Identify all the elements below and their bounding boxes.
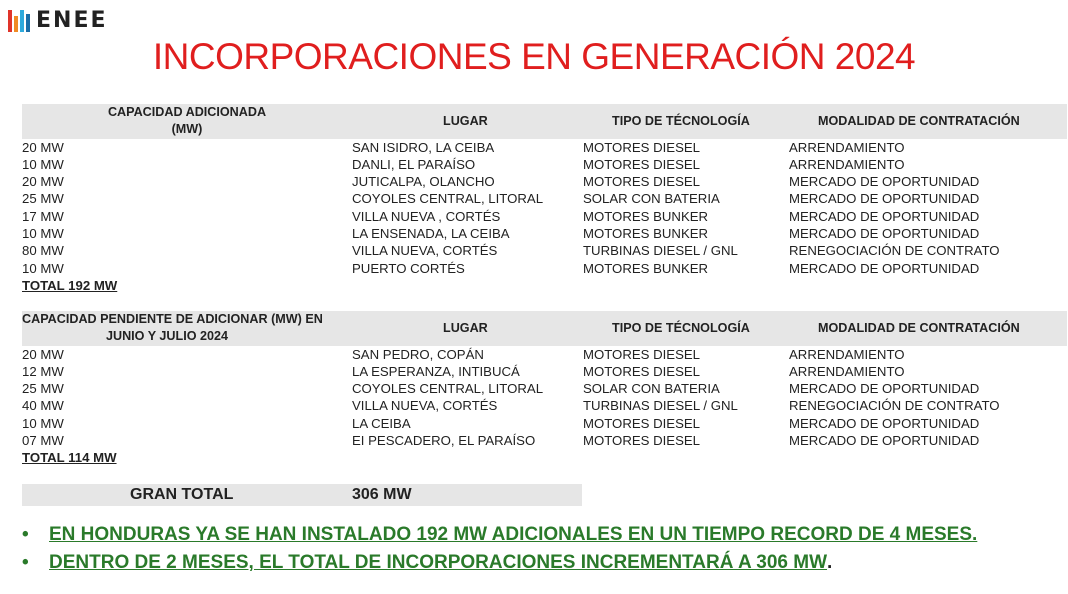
cell-place: LA ENSENADA, LA CEIBA <box>352 226 510 242</box>
cell-technology: MOTORES DIESEL <box>583 415 701 431</box>
table-row <box>22 225 1067 242</box>
cell-capacity: 25 MW <box>22 381 64 397</box>
cell-contract-mode: MERCADO DE OPORTUNIDAD <box>789 260 980 276</box>
cell-technology: SOLAR CON BATERIA <box>583 191 720 207</box>
cell-capacity: 10 MW <box>22 226 64 242</box>
bullet-icon: • <box>22 524 29 545</box>
grand-total-value: 306 MW <box>352 486 412 503</box>
pending-capacity-table <box>22 311 1067 467</box>
header-place: LUGAR <box>352 311 583 346</box>
enee-logo-mark-icon <box>8 10 30 32</box>
cell-technology: TURBINAS DIESEL / GNL <box>583 243 738 259</box>
header-capacity <box>22 311 352 346</box>
bullet-icon: • <box>22 552 29 573</box>
note-text: EN HONDURAS YA SE HAN INSTALADO 192 MW ADICIONALES EN UN TIEMPO RECORD DE 4 MESES. <box>49 524 978 545</box>
total-row <box>22 277 1067 294</box>
cell-contract-mode: ARRENDAMIENTO <box>789 156 905 172</box>
header-technology: TIPO DE TÉCNOLOGÍA <box>583 104 789 139</box>
cell-contract-mode: ARRENDAMIENTO <box>789 139 905 155</box>
header-technology: TIPO DE TÉCNOLOGÍA <box>583 311 789 346</box>
note-item <box>22 521 977 549</box>
header-place: LUGAR <box>352 104 583 139</box>
logo-text: ENEE <box>36 8 108 33</box>
note-period: . <box>827 552 833 573</box>
cell-contract-mode: MERCADO DE OPORTUNIDAD <box>789 208 980 224</box>
cell-place: COYOLES CENTRAL, LITORAL <box>352 191 544 207</box>
cell-contract-mode: RENEGOCIACIÓN DE CONTRATO <box>789 398 1000 414</box>
header-contract-mode: MODALIDAD DE CONTRATACIÓN <box>789 104 1067 139</box>
table-row <box>22 397 1067 414</box>
cell-technology: MOTORES DIESEL <box>583 433 701 449</box>
table-row <box>22 380 1067 397</box>
cell-contract-mode: MERCADO DE OPORTUNIDAD <box>789 415 980 431</box>
cell-contract-mode: MERCADO DE OPORTUNIDAD <box>789 174 980 190</box>
cell-contract-mode: ARRENDAMIENTO <box>789 346 905 362</box>
cell-capacity: 07 MW <box>22 433 64 449</box>
cell-capacity: 80 MW <box>22 243 64 259</box>
cell-technology: SOLAR CON BATERIA <box>583 381 720 397</box>
cell-place: PUERTO CORTÉS <box>352 260 465 276</box>
table-row <box>22 208 1067 225</box>
enee-logo <box>8 8 108 33</box>
table-row <box>22 242 1067 259</box>
cell-contract-mode: MERCADO DE OPORTUNIDAD <box>789 433 980 449</box>
cell-capacity: 40 MW <box>22 398 64 414</box>
cell-place: VILLA NUEVA, CORTÉS <box>352 243 498 259</box>
table-row <box>22 173 1067 190</box>
cell-capacity: 12 MW <box>22 363 64 379</box>
cell-place: SAN ISIDRO, LA CEIBA <box>352 139 495 155</box>
total-label: TOTAL 192 MW <box>22 277 118 293</box>
table-row <box>22 415 1067 432</box>
table-header-row <box>22 311 1067 346</box>
cell-place: VILLA NUEVA, CORTÉS <box>352 398 498 414</box>
table-header-row <box>22 104 1067 139</box>
cell-contract-mode: MERCADO DE OPORTUNIDAD <box>789 381 980 397</box>
cell-capacity: 10 MW <box>22 415 64 431</box>
cell-place: JUTICALPA, OLANCHO <box>352 174 495 190</box>
cell-technology: TURBINAS DIESEL / GNL <box>583 398 738 414</box>
cell-place: SAN PEDRO, COPÁN <box>352 346 484 362</box>
cell-contract-mode: RENEGOCIACIÓN DE CONTRATO <box>789 243 1000 259</box>
cell-place: COYOLES CENTRAL, LITORAL <box>352 381 544 397</box>
cell-technology: MOTORES BUNKER <box>583 226 709 242</box>
cell-place: EI PESCADERO, EL PARAÍSO <box>352 433 536 449</box>
header-capacity-line1: CAPACIDAD PENDIENTE DE ADICIONAR (MW) EN <box>22 312 323 326</box>
total-row <box>22 449 1067 466</box>
cell-place: LA CEIBA <box>352 415 411 431</box>
cell-capacity: 10 MW <box>22 260 64 276</box>
grand-total-label: GRAN TOTAL <box>130 486 234 503</box>
table-row <box>22 260 1067 277</box>
table-row <box>22 190 1067 207</box>
note-text: DENTRO DE 2 MESES, EL TOTAL DE INCORPORACIONES INCREMENTARÁ A 306 MW <box>49 552 828 573</box>
added-capacity-table <box>22 104 1067 294</box>
table-row <box>22 363 1067 380</box>
header-capacity-line2: (MW) <box>171 122 203 137</box>
header-capacity <box>22 104 352 139</box>
cell-contract-mode: MERCADO DE OPORTUNIDAD <box>789 226 980 242</box>
cell-technology: MOTORES DIESEL <box>583 174 701 190</box>
cell-capacity: 20 MW <box>22 346 64 362</box>
table-row <box>22 432 1067 449</box>
cell-capacity: 25 MW <box>22 191 64 207</box>
cell-capacity: 10 MW <box>22 156 64 172</box>
notes-list <box>22 521 977 577</box>
cell-capacity: 17 MW <box>22 208 64 224</box>
cell-place: DANLI, EL PARAÍSO <box>352 156 476 172</box>
header-capacity-line2: JUNIO Y JULIO 2024 <box>105 329 229 344</box>
cell-technology: MOTORES BUNKER <box>583 208 709 224</box>
cell-technology: MOTORES DIESEL <box>583 363 701 379</box>
table-row <box>22 346 1067 363</box>
cell-contract-mode: MERCADO DE OPORTUNIDAD <box>789 191 980 207</box>
page-title: INCORPORACIONES EN GENERACIÓN 2024 <box>152 36 916 77</box>
header-contract-mode: MODALIDAD DE CONTRATACIÓN <box>789 311 1067 346</box>
grand-total-bar <box>22 484 582 506</box>
note-item <box>22 549 977 577</box>
header-capacity-line1: CAPACIDAD ADICIONADA <box>107 105 267 119</box>
cell-capacity: 20 MW <box>22 139 64 155</box>
cell-place: LA ESPERANZA, INTIBUCÁ <box>352 363 520 379</box>
cell-capacity: 20 MW <box>22 174 64 190</box>
table-row <box>22 139 1067 156</box>
cell-place: VILLA NUEVA , CORTÉS <box>352 208 501 224</box>
cell-contract-mode: ARRENDAMIENTO <box>789 363 905 379</box>
cell-technology: MOTORES DIESEL <box>583 139 701 155</box>
cell-technology: MOTORES DIESEL <box>583 156 701 172</box>
cell-technology: MOTORES BUNKER <box>583 260 709 276</box>
table-row <box>22 156 1067 173</box>
total-label: TOTAL 114 MW <box>22 450 117 466</box>
cell-technology: MOTORES DIESEL <box>583 346 701 362</box>
